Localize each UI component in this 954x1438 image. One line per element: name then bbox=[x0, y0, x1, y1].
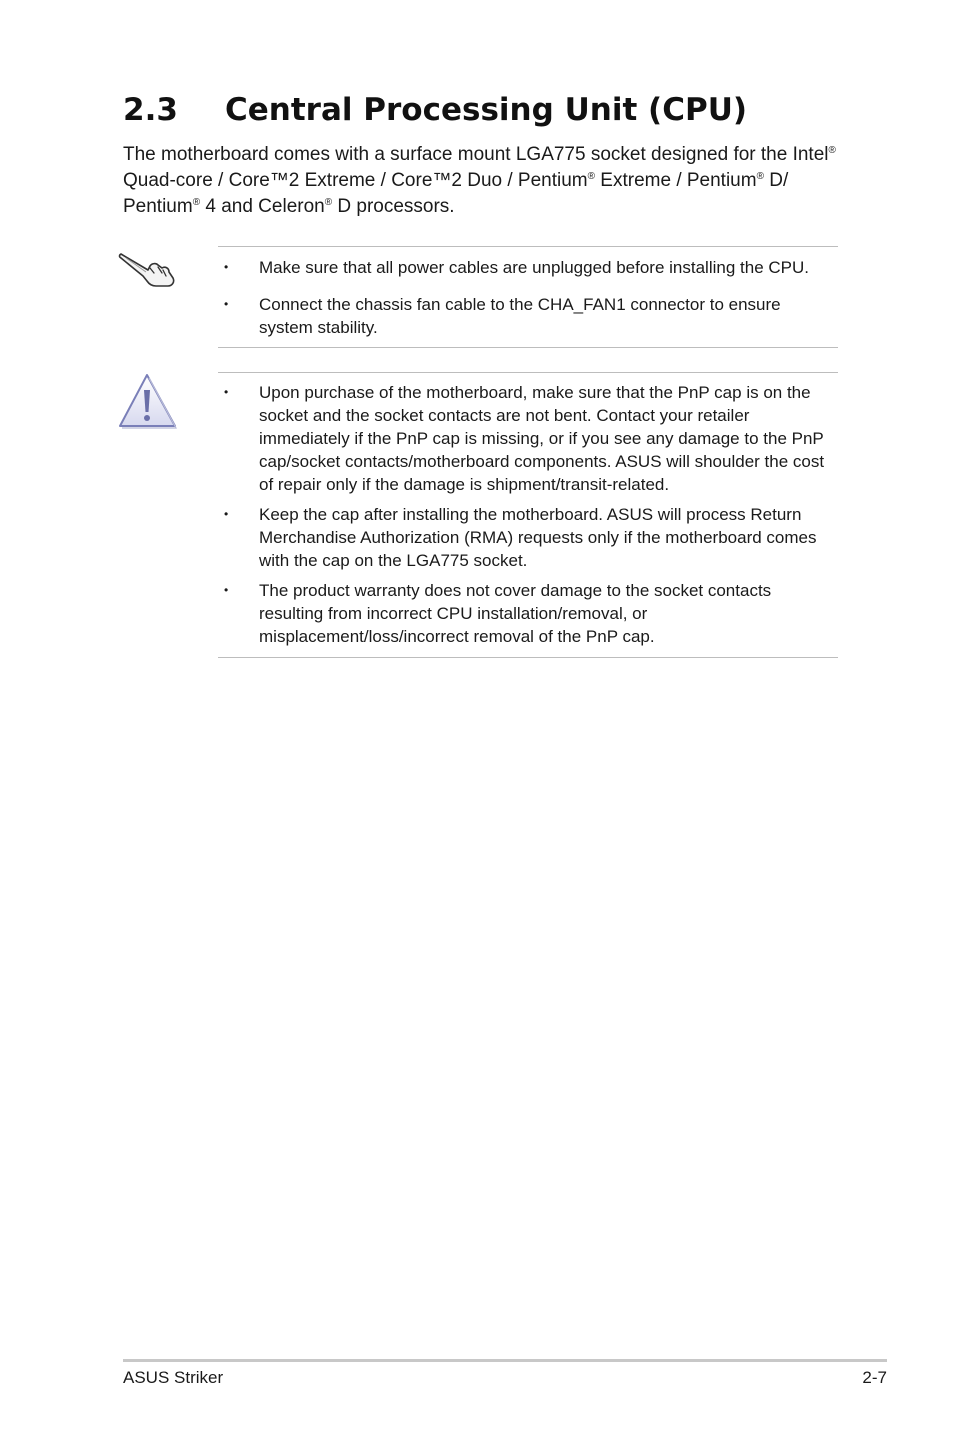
warning-box bbox=[218, 372, 838, 658]
warning-triangle-icon bbox=[118, 372, 178, 430]
registered-mark: ® bbox=[587, 171, 596, 182]
note-item: • Connect the chassis fan cable to the CHA_FAN1 connector to ensure system stability. bbox=[224, 295, 781, 337]
footer-product-name: ASUS Striker bbox=[123, 1368, 224, 1387]
registered-mark: ® bbox=[192, 197, 201, 208]
note-item: • Make sure that all power cables are unplugged before installing the CPU. bbox=[224, 258, 809, 277]
registered-mark: ® bbox=[828, 145, 836, 156]
bullet: • bbox=[224, 507, 229, 521]
warning-list bbox=[218, 381, 838, 648]
warning-item: • The product warranty does not cover damage to the socket contacts resulting from incorrect CPU installation/removal, or misplacement/loss/incorrect removal of the PnP cap. bbox=[224, 581, 772, 646]
footer-divider bbox=[123, 1359, 887, 1362]
warning-item: • Upon purchase of the motherboard, make sure that the PnP cap is on the socket and the socket contacts are not bent. Contact your retailer immediately if the PnP cap is missing, or if you see any damage to the PnP cap/socket contacts/motherboard components. ASUS will shoulder the cost of repair only if the damage is shipment/transit-related. bbox=[224, 383, 825, 494]
intro-paragraph: The motherboard comes with a surface mount LGA775 socket designed for the Intel® Quad-core / Core™2 Extreme / Core™2 Duo / Pentium® Extreme / Pentium® D/ Pentium® 4 and Celeron® D processors. bbox=[123, 144, 836, 217]
footer-page-number: 2-7 bbox=[862, 1368, 887, 1387]
bullet: • bbox=[224, 385, 229, 399]
hand-pointer-icon bbox=[118, 246, 176, 288]
registered-mark: ® bbox=[324, 197, 333, 208]
note-list bbox=[218, 256, 838, 339]
section-heading bbox=[123, 88, 883, 132]
note-box bbox=[218, 246, 838, 348]
section-title: Central Processing Unit (CPU) bbox=[225, 92, 748, 128]
bullet: • bbox=[224, 583, 229, 597]
section-number: 2.3 bbox=[123, 92, 178, 128]
registered-mark: ® bbox=[756, 171, 764, 182]
bullet: • bbox=[224, 260, 229, 274]
warning-item: • Keep the cap after installing the motherboard. ASUS will process Return Merchandise Authorization (RMA) requests only if the motherboard comes with the cap on the LGA775 socket. bbox=[224, 505, 817, 570]
bullet: • bbox=[224, 297, 229, 311]
